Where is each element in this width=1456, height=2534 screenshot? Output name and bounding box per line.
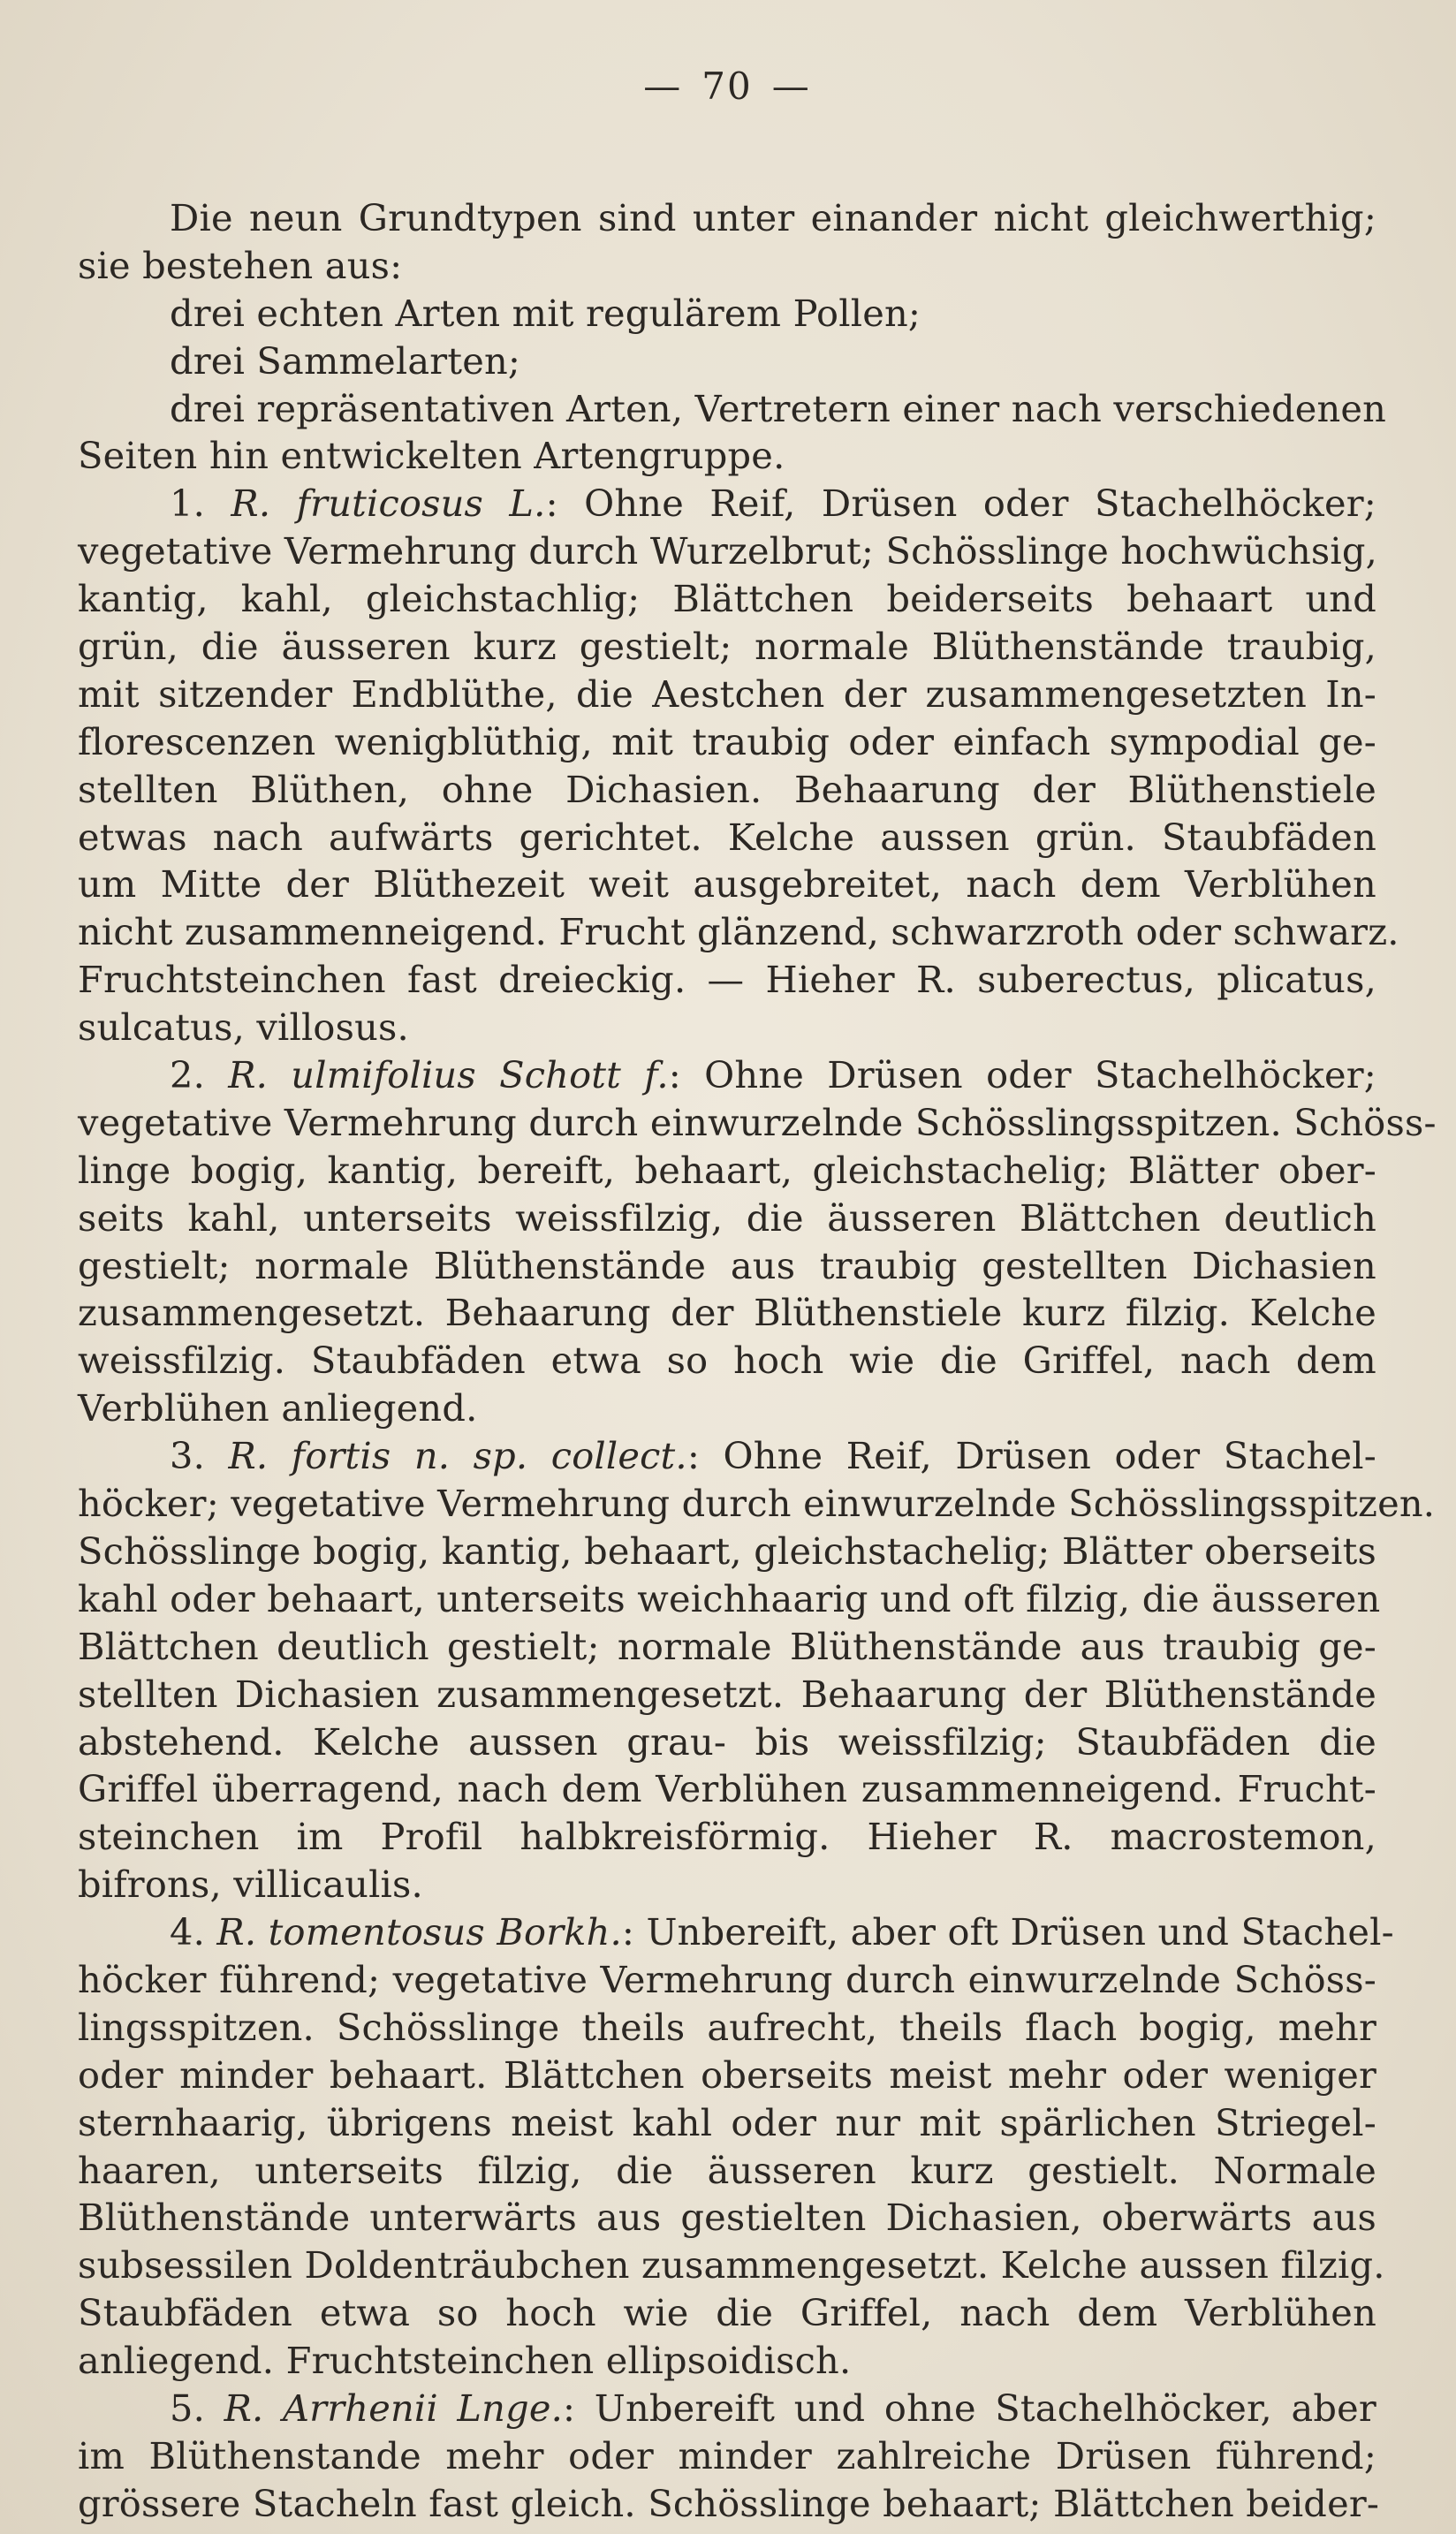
text-line: Verblühen anliegend. <box>78 1386 478 1430</box>
text-line: Blättchen deutlich gestielt; normale Blüthenstände aus traubig ge- <box>78 1624 1376 1668</box>
text-line: etwas nach aufwärts gerichtet. Kelche aussen grün. Staubfäden <box>78 815 1376 859</box>
text-line: mit sitzender Endblüthe, die Aestchen der zusammengesetzten In- <box>78 671 1376 716</box>
text-line: oder minder behaart. Blättchen oberseits meist mehr oder weniger <box>78 2052 1376 2097</box>
text-line: Die neun Grundtypen sind unter einander nicht gleichwerthig; <box>170 196 1376 239</box>
text-line: stellten Dichasien zusammengesetzt. Behaarung der Blüthenstände <box>78 1672 1376 1716</box>
text-line: höcker führend; vegetative Vermehrung durch einwurzelnde Schöss- <box>78 1957 1376 2001</box>
text-line: um Mitte der Blüthezeit weit ausgebreitet, nach dem Verblühen <box>78 862 1376 907</box>
text-line: anliegend. Fruchtsteinchen ellipsoidisch. <box>78 2339 852 2383</box>
text-line: drei echten Arten mit regulärem Pollen; <box>170 291 921 335</box>
text-line: Seiten hin entwickelten Artengruppe. <box>78 434 785 478</box>
entry-text: : Ohne Drüsen oder Stachelhöcker; <box>668 1053 1376 1097</box>
text-line: kantig, kahl, gleichstachlig; Blättchen beiderseits behaart und <box>78 577 1376 621</box>
text-line: stellten Blüthen, ohne Dichasien. Behaarung der Blüthenstiele <box>78 767 1376 811</box>
text-line: haaren, unterseits filzig, die äusseren kurz gestielt. Normale <box>78 2148 1376 2192</box>
text-line: Schösslinge bogig, kantig, behaart, gleichstachelig; Blätter oberseits <box>78 1529 1376 1573</box>
entry-number: 4. <box>170 1910 205 1954</box>
text-line: vegetative Vermehrung durch einwurzelnde Schösslingsspitzen. Schöss- <box>78 1100 1437 1144</box>
text-line: abstehend. Kelche aussen grau- bis weissfilzig; Staubfäden die <box>78 1719 1376 1764</box>
text-line: sie bestehen aus: <box>78 243 403 287</box>
text-line: gestielt; normale Blüthenstände aus traubig gestellten Dichasien <box>78 1243 1376 1287</box>
text-line: im Blüthenstande mehr oder minder zahlreiche Drüsen führend; <box>78 2433 1376 2477</box>
text-line: Griffel überragend, nach dem Verblühen zusammenneigend. Frucht- <box>78 1767 1376 1811</box>
species-name: R. ulmifolius Schott f. <box>228 1053 669 1097</box>
text-line: seits kahl, unterseits weissfilzig, die äusseren Blättchen deutlich <box>78 1195 1376 1240</box>
entry-number: 3. <box>170 1434 205 1478</box>
species-name: R. fruticosus L. <box>231 482 546 526</box>
text-line: bifrons, villicaulis. <box>78 1863 423 1907</box>
species-name: R. fortis n. sp. collect. <box>228 1434 687 1478</box>
page-number: 70 <box>701 64 753 108</box>
text-line: Fruchtsteinchen fast dreieckig. — Hieher R. suberectus, plicatus, <box>78 958 1376 1002</box>
entry-4-first-line <box>78 1908 1394 1956</box>
species-name: R. tomentosus Borkh. <box>216 1910 622 1954</box>
text-line: linge bogig, kantig, bereift, behaart, gleichstachelig; Blätter ober- <box>78 1148 1376 1192</box>
text-line: sternhaarig, übrigens meist kahl oder nur mit spärlichen Striegel- <box>78 2100 1376 2144</box>
entry-text: : Ohne Reif, Drüsen oder Stachelhöcker; <box>545 482 1376 526</box>
text-line: subsessilen Doldenträubchen zusammengesetzt. Kelche aussen filzig. <box>78 2243 1385 2287</box>
species-name: R. Arrhenii Lnge. <box>224 2386 564 2430</box>
entry-number: 1. <box>170 482 205 526</box>
text-line: florescenzen wenigblüthig, mit traubig oder einfach sympodial ge- <box>78 719 1376 763</box>
entry-number: 2. <box>170 1053 205 1097</box>
text-line: steinchen im Profil halbkreisförmig. Hieher R. macrostemon, <box>78 1815 1376 1859</box>
text-line: Staubfäden etwa so hoch wie die Griffel, nach dem Verblühen <box>78 2291 1376 2335</box>
header-dash-left: — <box>643 64 683 108</box>
text-line: kahl oder behaart, unterseits weichhaarig und oft filzig, die äusseren <box>78 1576 1381 1620</box>
body-text <box>78 194 1437 2528</box>
entry-number: 5. <box>170 2386 205 2430</box>
text-line: Blüthenstände unterwärts aus gestielten Dichasien, oberwärts aus <box>78 2196 1376 2240</box>
text-line: drei repräsentativen Arten, Vertretern einer nach verschiedenen <box>170 386 1387 430</box>
entry-2-first-line <box>78 1051 1376 1099</box>
entry-text: : Ohne Reif, Drüsen oder Stachel- <box>686 1434 1376 1478</box>
text-line: nicht zusammenneigend. Frucht glänzend, schwarzroth oder schwarz. <box>78 910 1399 954</box>
text-line: lingsspitzen. Schösslinge theils aufrecht, theils flach bogig, mehr <box>78 2005 1376 2049</box>
text-line: zusammengesetzt. Behaarung der Blüthenstiele kurz filzig. Kelche <box>78 1291 1376 1335</box>
text-line: grün, die äusseren kurz gestielt; normale Blüthenstände traubig, <box>78 625 1376 669</box>
entry-1-first-line <box>78 480 1376 527</box>
entry-5-first-line <box>78 2385 1376 2432</box>
text-line: grössere Stacheln fast gleich. Schösslinge behaart; Blättchen beider- <box>78 2481 1380 2525</box>
entry-3-first-line <box>78 1432 1376 1480</box>
entry-text: : Unbereift, aber oft Drüsen und Stachel- <box>621 1910 1394 1954</box>
text-line: vegetative Vermehrung durch Wurzelbrut; Schösslinge hochwüchsig, <box>78 529 1378 573</box>
entry-text: : Unbereift und ohne Stachelhöcker, aber <box>563 2386 1376 2430</box>
header-dash-right: — <box>771 64 811 108</box>
text-line: drei Sammelarten; <box>170 338 521 383</box>
page-header <box>78 64 1376 110</box>
text-line: sulcatus, villosus. <box>78 1005 409 1050</box>
text-line: höcker; vegetative Vermehrung durch einwurzelnde Schösslingsspitzen. <box>78 1482 1436 1526</box>
text-line: weissfilzig. Staubfäden etwa so hoch wie die Griffel, nach dem <box>78 1339 1376 1383</box>
